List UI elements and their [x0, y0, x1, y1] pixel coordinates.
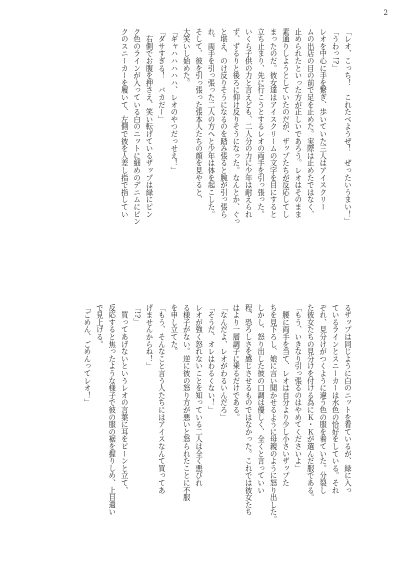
text-line: 程、恐ろしさを感じさせるものではなかった。これでは彼女たち: [244, 304, 254, 516]
text-line: 立ち止まり、先に行こうとするレオの両手を引っ張った。: [257, 28, 267, 218]
text-line: 「!?」: [133, 304, 143, 326]
text-line: た彼女たちの見分けを付ける為にＫ・Ｋが選んだ服である。: [306, 304, 316, 502]
text-line: 「うわっ!?」: [331, 28, 341, 72]
text-line: 腰に両手を当て、レオは自分より少し小さいザップた: [281, 304, 291, 487]
text-line: クのスニーカーを履いて、左側で彼を人差し指で指してい: [120, 28, 130, 218]
text-line: 「ごめん、ごめんってレオ！」: [83, 304, 93, 407]
text-line: はより一層調子に乗るだけである。: [232, 304, 242, 421]
text-line: れ、両手を引っ張った二人の方へと少年は体を起こした。: [207, 28, 217, 218]
text-line: レオを中心に手を繋ぎ、歩いていた三人はアイスクリー: [319, 28, 329, 211]
text-line: と堪え、のけ反りそうになるのを踏み張ると腕が引っ張ら: [219, 28, 229, 218]
text-line: 「ギャハハハハハ、レオのやつだっせえ！」: [170, 28, 180, 174]
text-line: 「ダサすぎる！ バカだー」: [157, 28, 167, 123]
text-block-bottom: [38, 304, 354, 566]
text-line: 「なんだよ、レオがわるいんだろ」: [219, 304, 229, 421]
text-line: 買ってあげないというレオの言葉に耳をピーンと立て、: [120, 304, 130, 494]
text-line: 右側でお腹を押さえ、笑い転げているザップは緑にピン: [145, 28, 155, 218]
text-line: 「レオ、こっち！ これたべようぜ！ ぜったいうまい！」: [344, 28, 353, 226]
text-line: レオが強く怒れないことを知っている二人は全く悪びれ: [195, 304, 205, 487]
text-line: 素通りしようとしていたのだが、ザップたちが反応してし: [281, 28, 291, 218]
text-line: 反応すると焦ったような様子で彼の服の裾を握りしめ、上目遣い: [108, 304, 118, 516]
text-line: る様子がない。逆に彼の怒り方が悪いと怒られたことに不服: [182, 304, 192, 502]
text-line: で見上げる。: [95, 304, 105, 348]
text-line: ず、ずるりと後ろに仰け反りそうになった。なんとか、ぐっ: [232, 28, 242, 226]
text-line: ク色のラインが入っている白のニットに細めのデニムにピン: [133, 28, 143, 226]
text-block-top: [38, 28, 354, 298]
text-line: 大笑いし始めた。: [182, 28, 192, 87]
text-line: ぞれ、見分けがつくように違う色の服を着ていた。分裂し: [319, 304, 329, 494]
text-line: しかし、怒り出した彼の口調は優しく、全くと言っていい: [257, 304, 267, 494]
text-line: いくら子供の力と言えども、二人分の力に少年は耐えられ: [244, 28, 254, 218]
text-line: 「そうだ、オレはわるくない！」: [207, 304, 217, 414]
text-line: るザップは同じように白のニットを着ているが、緑に入っ: [344, 304, 353, 494]
text-line: げませんからね！」: [145, 304, 155, 370]
page-number: 2: [383, 9, 388, 17]
text-line: ちを見下ろし、娘に言い聞かせるように母親のように怒り出した。: [269, 304, 279, 523]
text-line: を申し立てた。: [170, 304, 180, 356]
text-line: ムの出店の目の前で足を止めた。実際は止めたではなく、: [306, 28, 316, 218]
text-line: 「もう、そんなこと言う人たちにはアイスなんて買ってあ: [157, 304, 167, 494]
text-line: そして、彼を引っ張った張本人たちの顔を見やると、: [195, 28, 205, 204]
text-line: 止められたといった方が正しいであろう。レオはそのまま: [294, 28, 304, 218]
text-line: まったのだ。彼女達はアイスクリームの文字を目にすると: [269, 28, 279, 218]
text-line: 「もう、いきなり引っ張るのはやめてくださいよ」: [294, 304, 304, 472]
text-line: ているラインとスニーカーは水色の恰好をしている。それ: [331, 304, 341, 494]
